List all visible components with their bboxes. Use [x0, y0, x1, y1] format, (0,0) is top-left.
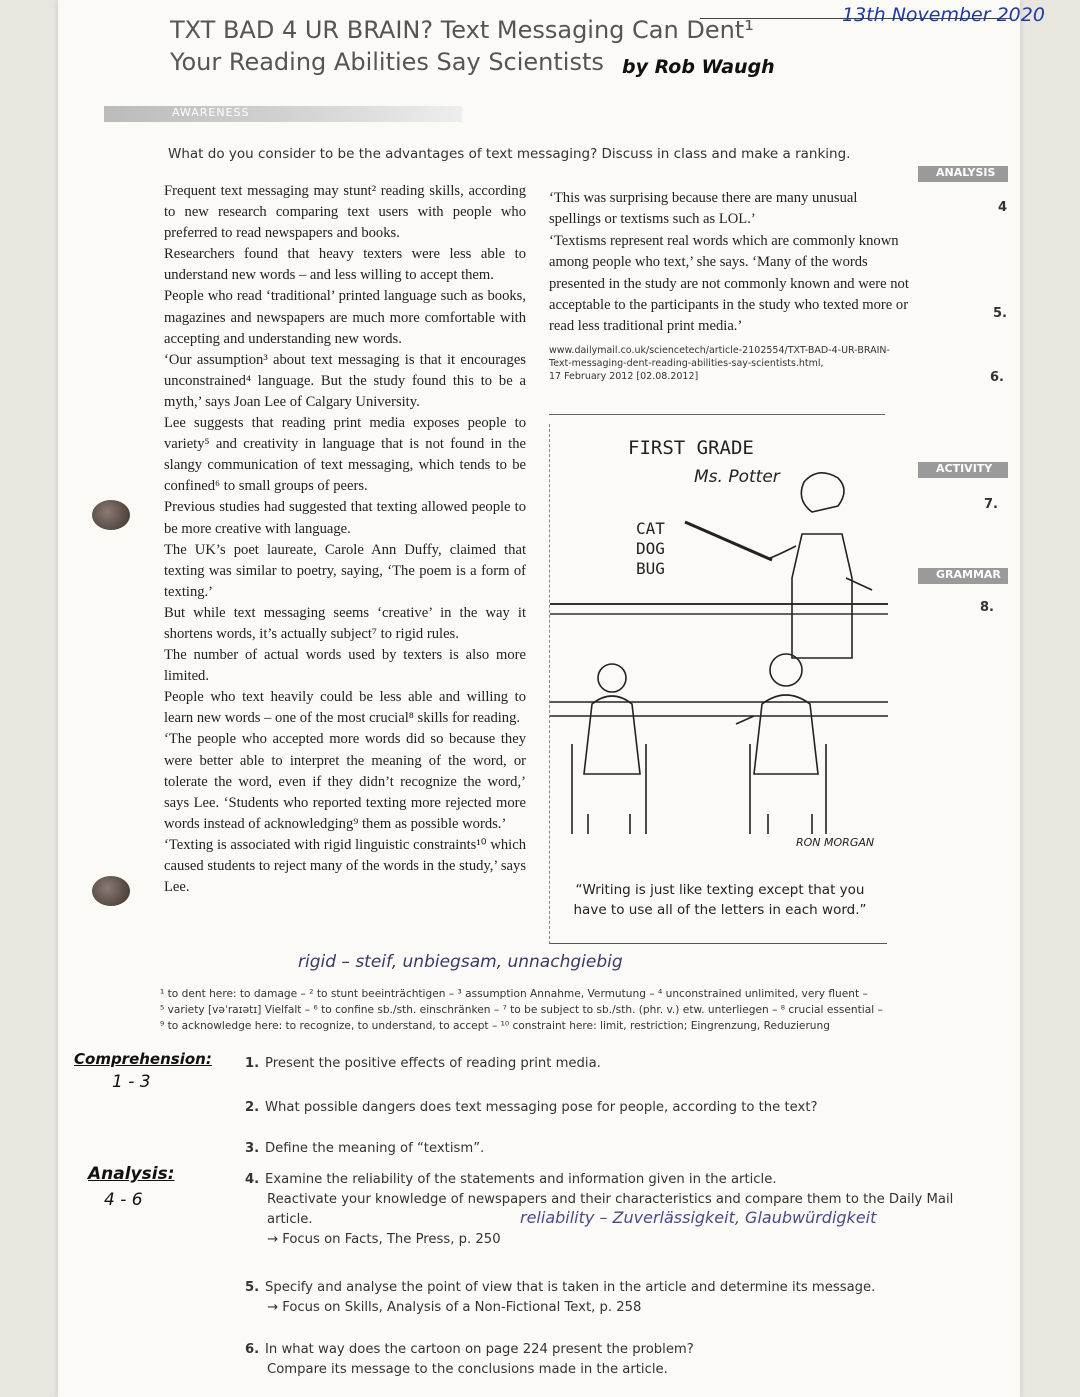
article-paragraph: Frequent text messaging may stunt² reading skills, according to new research comparing text users with people who preferred to read newspapers and books.: [164, 183, 526, 242]
margin-task-number: 5.: [993, 306, 1007, 321]
article-paragraph: ‘Textisms represent real words which are commonly known among people who text,’ she says. ‘Many of the words presented in the study are not commonly known and were not acceptable to the participants in the study who texted more or read less traditional print media.’: [549, 232, 909, 335]
byline: by Rob Waugh: [622, 56, 775, 78]
board-word: BUG: [636, 559, 665, 578]
task-text: article.: [267, 1212, 313, 1227]
student-boy: [736, 654, 826, 834]
board-word: CAT: [636, 519, 665, 538]
comprehension-label: Comprehension:: [74, 1050, 212, 1068]
teacher-pointer: [685, 522, 772, 560]
margin-tab-analysis: ANALYSIS: [918, 166, 1008, 182]
article-paragraph: But while text messaging seems ‘creative’ in the way it shortens words, it’s actually subject⁷ to rigid rules.: [164, 604, 526, 642]
task-reference: → Focus on Facts, The Press, p. 250: [267, 1232, 501, 1247]
task-number: 6.: [245, 1342, 260, 1357]
article-paragraph: Lee suggests that reading print media exposes people to variety⁵ and creativity in language that is not found in the slangy communication of text messaging, which tends to be confined⁶ to small groups of peers.: [164, 415, 526, 495]
teacher-name: Ms. Potter: [694, 467, 780, 487]
task-number: 1.: [245, 1056, 260, 1071]
board-heading: FIRST GRADE: [628, 437, 754, 459]
task-text: Define the meaning of “textism”.: [265, 1141, 485, 1156]
title-line-2: Your Reading Abilities Say Scientists: [170, 48, 604, 76]
cartoon-drawing: [550, 424, 888, 874]
task-number: 5.: [245, 1280, 260, 1295]
awareness-label: AWARENESS: [172, 106, 250, 119]
article-paragraph: The UK’s poet laureate, Carole Ann Duffy, claimed that texting was similar to poetry, saying, ‘The poem is a form of texting.’: [164, 541, 526, 600]
handwritten-reliability-note: reliability – Zuverlässigkeit, Glaubwürdigkeit: [520, 1208, 877, 1227]
article-right-column: [549, 188, 909, 383]
awareness-banner: [104, 106, 462, 122]
task-text: Present the positive effects of reading print media.: [265, 1056, 601, 1071]
article-left-column: [164, 181, 526, 898]
task-reference: → Focus on Skills, Analysis of a Non-Fictional Text, p. 258: [267, 1300, 642, 1315]
footnote-line: ¹ to dent here: to damage – ² to stunt beeinträchtigen – ³ assumption Annahme, Vermutung – ⁴ unconstrained unlimited, very fluent –: [160, 988, 868, 1000]
article-paragraph: Previous studies had suggested that texting allowed people to be more creative with language.: [164, 499, 526, 537]
source-date: 17 February 2012 [02.08.2012]: [549, 370, 699, 382]
footnotes: [160, 986, 900, 1034]
teacher-figure: [770, 473, 872, 658]
student-girl: [572, 664, 646, 834]
article-paragraph: ‘Our assumption³ about text messaging is that it encourages unconstrained⁴ language. But the study found this to be a myth,’ says Joan Lee of Calgary University.: [164, 351, 526, 410]
awareness-question: What do you consider to be the advantages of text messaging? Discuss in class and make a ranking.: [168, 146, 851, 162]
task-text: Specify and analyse the point of view that is taken in the article and determine its message.: [265, 1280, 876, 1295]
footnote-line: ⁵ variety [vəˈraɪətɪ] Vielfalt – ⁶ to confine sb./sth. einschränken – ⁷ to be subject to sb./sth. (phr. v.) etw. unterliegen – ⁸ crucial essential –: [160, 1004, 883, 1016]
board-word: DOG: [636, 539, 665, 558]
article-paragraph: The number of actual words used by texters is also more limited.: [164, 647, 526, 685]
title-line-1: TXT BAD 4 UR BRAIN? Text Messaging Can Dent¹: [170, 16, 754, 44]
margin-tab-grammar: GRAMMAR: [918, 568, 1008, 584]
source-url: www.dailymail.co.uk/sciencetech/article-2102554/TXT-BAD-4-UR-BRAIN-Text-messaging-dent-reading-abilities-say-scientists.html,: [549, 344, 890, 369]
article-paragraph: ‘Texting is associated with rigid linguistic constraints¹⁰ which caused students to reject many of the words in the study,’ says Lee.: [164, 836, 526, 896]
task-1: [245, 1054, 935, 1074]
task-number: 2.: [245, 1100, 260, 1115]
handwritten-vocab-note: rigid – steif, unbiegsam, unnachgiebig: [298, 952, 623, 972]
task-2: [245, 1098, 935, 1118]
analysis-range: 4 - 6: [104, 1190, 143, 1210]
task-3: [245, 1139, 935, 1159]
task-text: In what way does the cartoon on page 224 present the problem?: [265, 1342, 694, 1357]
article-paragraph: People who text heavily could be less able and willing to learn new words – one of the most crucial⁸ skills for reading.: [164, 689, 526, 727]
comprehension-range: 1 - 3: [112, 1072, 151, 1092]
article-paragraph: Researchers found that heavy texters were less able to understand new words – and less willing to accept them.: [164, 246, 526, 284]
punch-hole-top: [92, 500, 130, 530]
margin-task-number: 4: [998, 200, 1008, 215]
task-text: Compare its message to the conclusions made in the article.: [267, 1362, 668, 1377]
margin-task-number: 7.: [984, 497, 998, 512]
footnote-line: ⁹ to acknowledge here: to recognize, to understand, to accept – ¹⁰ constraint here: limit, restriction; Eingrenzung, Reduzierung: [160, 1020, 830, 1032]
task-6: [245, 1340, 935, 1380]
margin-task-number: 8.: [980, 600, 994, 615]
task-text: Reactivate your knowledge of newspapers and their characteristics and compare them to the Daily Mail: [267, 1192, 954, 1207]
article-paragraph: ‘This was surprising because there are many unusual spellings or textisms such as LOL.’: [549, 190, 858, 228]
handwritten-date: 13th November 2020: [842, 4, 1045, 26]
article-paragraph: People who read ‘traditional’ printed language such as books, magazines and newspapers are much more comfortable with accepting and understanding new words.: [164, 288, 526, 347]
cartoonist-signature: RON MORGAN: [796, 836, 875, 849]
column-divider: [549, 414, 885, 415]
source-citation: [549, 344, 909, 383]
cartoon: [549, 424, 887, 944]
cartoon-caption: “Writing is just like texting except that you have to use all of the letters in each word.”: [573, 882, 867, 918]
punch-hole-bottom: [92, 876, 130, 906]
task-text: Examine the reliability of the statements and information given in the article.: [265, 1172, 777, 1187]
task-5: [245, 1278, 935, 1318]
margin-tab-activity: ACTIVITY: [918, 462, 1008, 478]
article-paragraph: ‘The people who accepted more words did so because they were better able to interpret the meaning of the word, or tolerate the word, even if they didn’t recognize the word,’ says Lee. ‘Students who reported texting more rejected more words instead of acknowledging⁹ them as possible words.’: [164, 731, 526, 832]
margin-task-number: 6.: [990, 370, 1004, 385]
analysis-label: Analysis:: [88, 1164, 175, 1184]
task-text: What possible dangers does text messaging pose for people, according to the text?: [265, 1100, 818, 1115]
desk: [550, 702, 888, 716]
task-number: 4.: [245, 1172, 260, 1187]
task-number: 3.: [245, 1141, 260, 1156]
